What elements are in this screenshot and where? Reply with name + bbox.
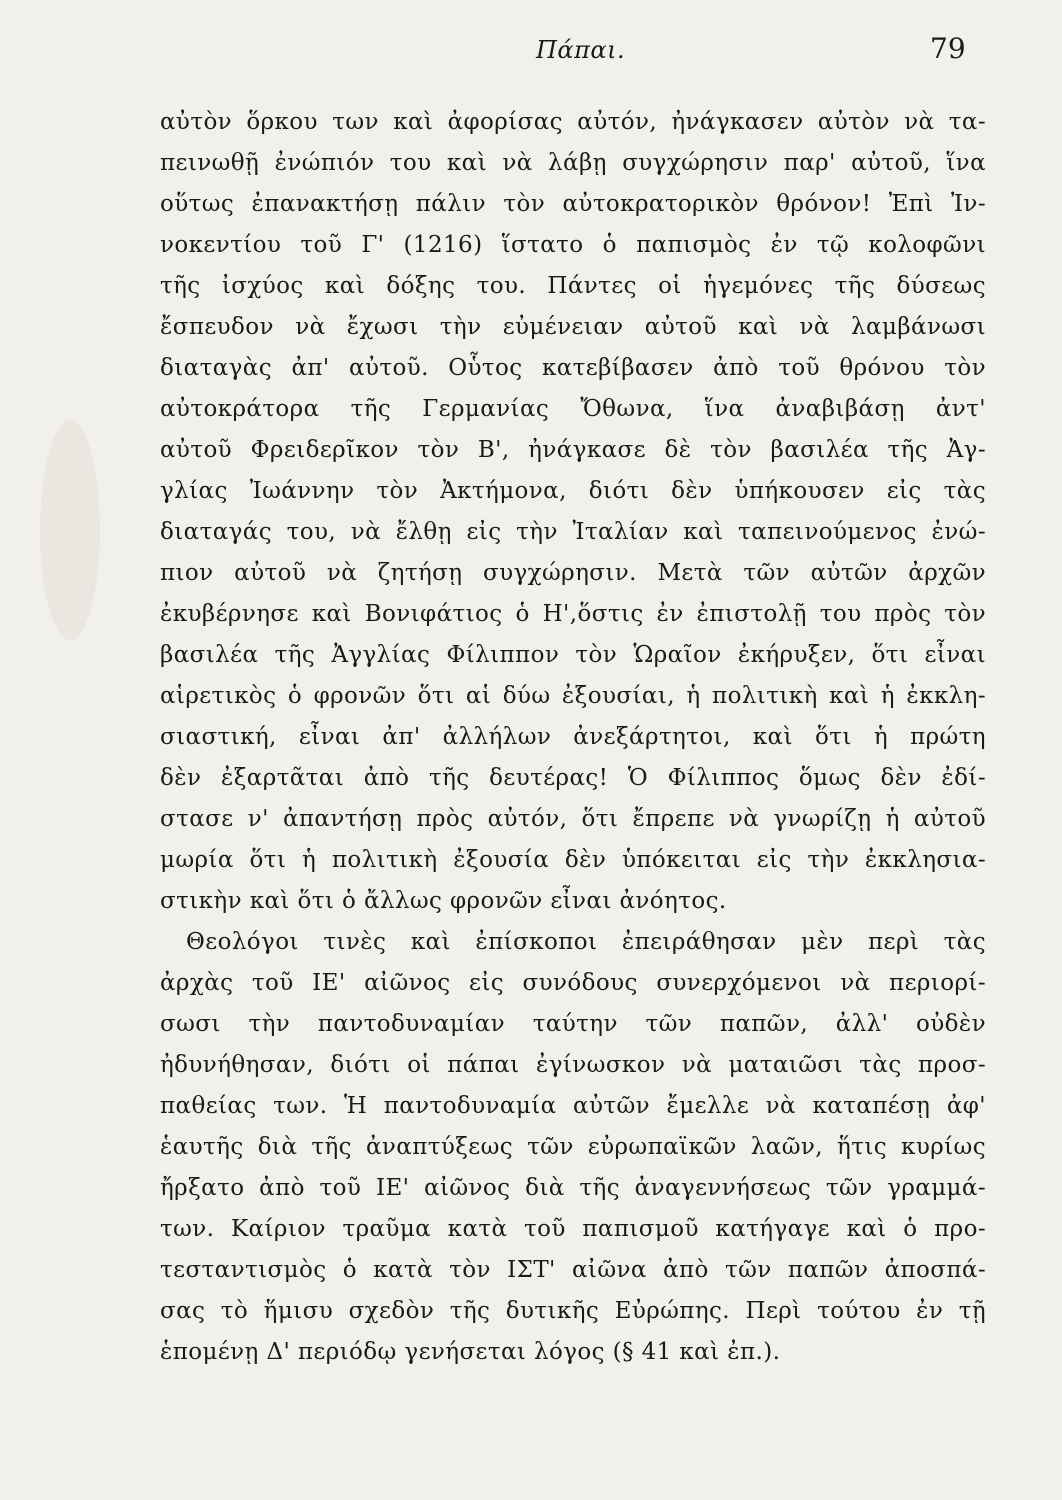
text-line: ἑαυτῆς διὰ τῆς ἀναπτύξεως τῶν εὐρωπαϊκῶν λαῶν, ἥτις κυρίως	[160, 1134, 986, 1160]
running-title: Πάπαι.	[536, 36, 626, 64]
text-line: τεσταντισμὸς ὁ κατὰ τὸν ΙΣΤ' αἰῶνα ἀπὸ τῶν παπῶν ἀποσπά-	[160, 1257, 986, 1283]
text-line: ἠδυνήθησαν, διότι οἱ πάπαι ἐγίνωσκον νὰ ματαιῶσι τὰς προσ-	[160, 1052, 986, 1078]
text-line: διαταγὰς ἀπ' αὐτοῦ. Οὗτος κατεβίβασεν ἀπὸ τοῦ θρόνου τὸν	[160, 355, 986, 381]
text-line: γλίας Ἰωάννην τὸν Ἀκτήμονα, διότι δὲν ὑπήκουσεν εἰς τὰς	[160, 478, 986, 504]
paragraph-first-line: Θεολόγοι τινὲς καὶ ἐπίσκοποι ἐπειράθησαν μὲν περὶ τὰς	[186, 929, 986, 955]
body-text	[160, 102, 986, 1373]
text-line: πιον αὐτοῦ νὰ ζητήσῃ συγχώρησιν. Μετὰ τῶν αὐτῶν ἀρχῶν	[160, 560, 986, 586]
text-line: ἤρξατο ἀπὸ τοῦ ΙΕ' αἰῶνος διὰ τῆς ἀναγεννήσεως τῶν γραμμά-	[160, 1175, 986, 1201]
text-line: πεινωθῇ ἐνώπιόν του καὶ νὰ λάβῃ συγχώρησιν παρ' αὐτοῦ, ἵνα	[160, 150, 986, 176]
text-line: νοκεντίου τοῦ Γ' (1216) ἵστατο ὁ παπισμὸς ἐν τῷ κολοφῶνι	[160, 232, 986, 258]
text-line: αὐτὸν ὅρκου των καὶ ἀφορίσας αὐτόν, ἠνάγκασεν αὐτὸν νὰ τα-	[160, 109, 986, 135]
text-line: τῆς ἰσχύος καὶ δόξης του. Πάντες οἱ ἡγεμόνες τῆς δύσεως	[160, 273, 986, 299]
text-line: αἱρετικὸς ὁ φρονῶν ὅτι αἱ δύω ἐξουσίαι, ἡ πολιτικὴ καὶ ἡ ἐκκλη-	[160, 683, 986, 709]
text-line: ἐκυβέρνησε καὶ Βονιφάτιος ὁ Η',ὅστις ἐν ἐπιστολῇ του πρὸς τὸν	[160, 601, 986, 627]
text-line: αὐτοκράτορα τῆς Γερμανίας Ὄθωνα, ἵνα ἀναβιβάσῃ ἀντ'	[160, 396, 986, 422]
text-line: οὕτως ἐπανακτήσῃ πάλιν τὸν αὐτοκρατορικὸν θρόνον! Ἐπὶ Ἰν-	[160, 191, 986, 217]
text-line: σας τὸ ἥμισυ σχεδὸν τῆς δυτικῆς Εὐρώπης. Περὶ τούτου ἐν τῇ	[160, 1298, 986, 1324]
text-line: διαταγάς του, νὰ ἔλθῃ εἰς τὴν Ἰταλίαν καὶ ταπεινούμενος ἐνώ-	[160, 519, 986, 545]
page-number: 79	[930, 32, 966, 65]
text-line: σωσι τὴν παντοδυναμίαν ταύτην τῶν παπῶν, ἀλλ' οὐδὲν	[160, 1011, 986, 1037]
text-line: ἔσπευδον νὰ ἔχωσι τὴν εὐμένειαν αὐτοῦ καὶ νὰ λαμβάνωσι	[160, 314, 986, 340]
text-line: βασιλέα τῆς Ἀγγλίας Φίλιππον τὸν Ὡραῖον ἐκήρυξεν, ὅτι εἶναι	[160, 642, 986, 668]
text-line: σιαστική, εἶναι ἀπ' ἀλλήλων ἀνεξάρτητοι, καὶ ὅτι ἡ πρώτη	[160, 724, 986, 750]
text-line: ἀρχὰς τοῦ ΙΕ' αἰῶνος εἰς συνόδους συνερχόμενοι νὰ περιορί-	[160, 970, 986, 996]
text-line: παθείας των. Ἡ παντοδυναμία αὐτῶν ἔμελλε νὰ καταπέσῃ ἀφ'	[160, 1093, 986, 1119]
text-line: των. Καίριον τραῦμα κατὰ τοῦ παπισμοῦ κατήγαγε καὶ ὁ προ-	[160, 1216, 986, 1242]
text-line: δὲν ἐξαρτᾶται ἀπὸ τῆς δευτέρας! Ὁ Φίλιππος ὅμως δὲν ἐδί-	[160, 765, 986, 791]
text-line: στασε ν' ἀπαντήσῃ πρὸς αὐτόν, ὅτι ἔπρεπε νὰ γνωρίζῃ ἡ αὐτοῦ	[160, 806, 986, 832]
paper-smudge	[40, 420, 100, 640]
text-line: μωρία ὅτι ἡ πολιτικὴ ἐξουσία δὲν ὑπόκειται εἰς τὴν ἐκκλησια-	[160, 847, 986, 873]
paragraph-last-line: ἑπομένῃ Δ' περιόδῳ γενήσεται λόγος (§ 41 καὶ ἐπ.).	[160, 1339, 781, 1365]
paragraph-last-line: στικὴν καὶ ὅτι ὁ ἄλλως φρονῶν εἶναι ἀνόητος.	[160, 888, 727, 914]
text-line: αὐτοῦ Φρειδερῖκον τὸν Β', ἠνάγκασε δὲ τὸν βασιλέα τῆς Ἀγ-	[160, 437, 986, 463]
